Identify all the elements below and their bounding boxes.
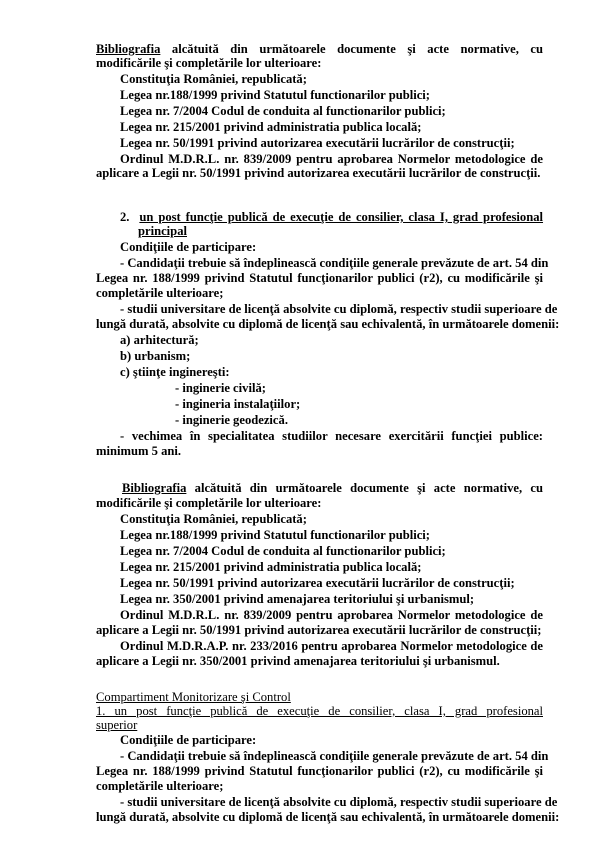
ordin-line2: aplicare a Legii nr. 50/1991 privind autorizarea executării lucrărilor de construcţii. xyxy=(96,166,541,180)
bibliography-item: Legea nr. 350/2001 privind amenajarea teritoriului şi urbanismul; xyxy=(120,592,475,606)
bibliography-item: Legea nr. 215/2001 privind administratia publica locală; xyxy=(120,120,422,134)
bibliography-heading: Bibliografia xyxy=(122,481,187,495)
bibliography-heading: Bibliografia xyxy=(96,42,161,56)
post-title-line2: superior xyxy=(96,718,138,732)
post-title-line1: 1. un post funcţie publică de execuţie de consilier, clasa I, grad profesional xyxy=(96,704,543,718)
ordin1-line1: Ordinul M.D.R.L. nr. 839/2009 pentru aprobarea Normelor metodologice de xyxy=(120,608,543,622)
post-number: 2. xyxy=(120,210,130,224)
bibliography-item: Legea nr.188/1999 privind Statutul functionarilor publici; xyxy=(120,528,430,542)
bibliography-item: Legea nr. 50/1991 privind autorizarea executării lucrărilor de construcţii; xyxy=(120,576,515,590)
bibliography-intro-line2: modificările şi completările lor ulterioare: xyxy=(96,496,322,510)
candidates-line2: Legea nr. 188/1999 privind Statutul funcţionarilor publici (r2), cu modificările şi xyxy=(96,271,543,285)
bibliography-item: Constituţia României, republicată; xyxy=(120,72,307,86)
bibliography-item: Legea nr. 215/2001 privind administratia publica locală; xyxy=(120,560,422,574)
ordin-line1: Ordinul M.D.R.L. nr. 839/2009 pentru aprobarea Normelor metodologice de xyxy=(120,152,543,166)
bibliography-intro-line1 xyxy=(96,42,543,56)
ordin2-line2: aplicare a Legii nr. 350/2001 privind amenajarea teritoriului şi urbanismul. xyxy=(96,654,500,668)
bibliography-item: Legea nr. 7/2004 Codul de conduita al functionarilor publici; xyxy=(120,544,446,558)
bibliography-item: Legea nr. 50/1991 privind autorizarea executării lucrărilor de construcţii; xyxy=(120,136,515,150)
studies-line2: lungă durată, absolvite cu diplomă de licenţă sau echivalentă, în următoarele domenii: xyxy=(96,317,560,331)
bibliography-item: Legea nr.188/1999 privind Statutul functionarilor publici; xyxy=(120,88,430,102)
domain-item: a) arhitectură; xyxy=(120,333,199,347)
studies-line1: - studii universitare de licenţă absolvite cu diplomă, respectiv studii superioare de xyxy=(120,302,558,316)
experience-line2: minimum 5 ani. xyxy=(96,444,182,458)
candidates-line2: Legea nr. 188/1999 privind Statutul funcţionarilor publici (r2), cu modificările şi xyxy=(96,764,543,778)
candidates-line3: completările ulterioare; xyxy=(96,286,224,300)
ordin1-line2: aplicare a Legii nr. 50/1991 privind autorizarea executării lucrărilor de construcţii; xyxy=(96,623,542,637)
candidates-line1: - Candidaţii trebuie să îndeplinească condiţiile generale prevăzute de art. 54 din xyxy=(120,256,549,270)
bibliography-item: Legea nr. 7/2004 Codul de conduita al functionarilor publici; xyxy=(120,104,446,118)
bibliography-intro-line2: modificările şi completările lor ulterioare: xyxy=(96,56,322,70)
subdomain-item: - ingineria instalaţiilor; xyxy=(175,397,301,411)
domain-item: c) ştiinţe inginereşti: xyxy=(120,365,230,379)
bibliography-intro-text: alcătuită din următoarele documente şi acte normative, cu xyxy=(160,42,543,56)
subdomain-item: - inginerie geodezică. xyxy=(175,413,288,427)
post-title-line1 xyxy=(120,210,543,224)
experience-line1: - vechimea în specialitatea studiilor necesare exercitării funcţiei publice: xyxy=(120,429,543,443)
post-title-text: un post funcţie publică de execuţie de consilier, clasa I, grad profesional xyxy=(139,210,544,224)
ordin2-line1: Ordinul M.D.R.A.P. nr. 233/2016 pentru aprobarea Normelor metodologice de xyxy=(120,639,543,653)
compartment-heading: Compartiment Monitorizare şi Control xyxy=(96,690,291,704)
candidates-line3: completările ulterioare; xyxy=(96,779,224,793)
studies-line2: lungă durată, absolvite cu diplomă de licenţă sau echivalentă, în următoarele domenii: xyxy=(96,810,560,824)
subdomain-item: - inginerie civilă; xyxy=(175,381,266,395)
post-title-line2: principal xyxy=(138,224,187,238)
domain-item: b) urbanism; xyxy=(120,349,191,363)
bibliography-item: Constituţia României, republicată; xyxy=(120,512,307,526)
bibliography-intro-line1 xyxy=(122,481,543,495)
conditions-title: Condiţiile de participare: xyxy=(120,240,257,254)
bibliography-intro-text: alcătuită din următoarele documente şi acte normative, cu xyxy=(186,481,543,495)
studies-line1: - studii universitare de licenţă absolvite cu diplomă, respectiv studii superioare de xyxy=(120,795,558,809)
conditions-title: Condiţiile de participare: xyxy=(120,733,257,747)
candidates-line1: - Candidaţii trebuie să îndeplinească condiţiile generale prevăzute de art. 54 din xyxy=(120,749,549,763)
